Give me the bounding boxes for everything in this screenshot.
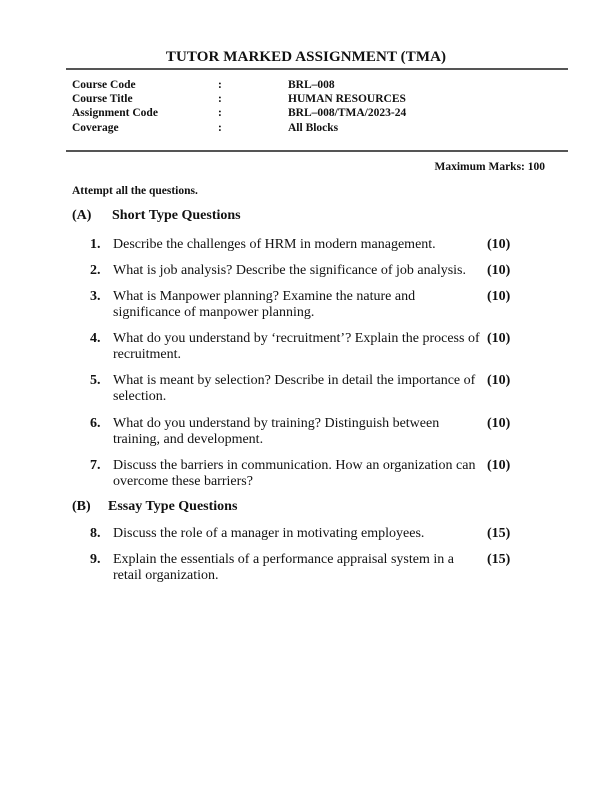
section-title: Essay Type Questions	[108, 499, 238, 514]
question-text: What is job analysis? Describe the significance of job analysis.	[113, 263, 467, 278]
question-number: 2.	[90, 263, 101, 278]
meta-key: Assignment Code	[72, 107, 158, 120]
section-label: (B)	[72, 499, 91, 514]
question-marks: (10)	[487, 458, 511, 473]
question-marks: (10)	[487, 416, 511, 431]
question-number: 3.	[90, 289, 101, 304]
question-marks: (15)	[487, 526, 511, 541]
question-marks: (10)	[487, 331, 511, 346]
maximum-marks: Maximum Marks: 100	[434, 161, 545, 173]
question-number: 9.	[90, 552, 101, 567]
section-heading-b	[72, 499, 237, 515]
course-title-row	[72, 92, 406, 106]
meta-sep: :	[218, 121, 222, 134]
top-divider	[66, 68, 568, 70]
question-text: Discuss the role of a manager in motivating employees.	[113, 526, 425, 541]
question-text: What do you understand by ‘recruitment’? Explain the process of recruitment.	[113, 331, 480, 362]
question-item	[90, 263, 520, 279]
question-text: Explain the essentials of a performance appraisal system in a retail organization.	[113, 552, 454, 583]
question-marks: (15)	[487, 552, 511, 567]
meta-value: BRL–008	[288, 79, 335, 91]
meta-sep: :	[218, 107, 222, 120]
question-item	[90, 416, 520, 447]
question-item	[90, 289, 520, 320]
meta-key: Course Title	[72, 93, 133, 106]
question-marks: (10)	[487, 289, 511, 304]
coverage-row	[72, 121, 406, 135]
bottom-divider	[66, 150, 568, 152]
question-text: Describe the challenges of HRM in modern management.	[113, 237, 436, 252]
question-number: 6.	[90, 416, 101, 431]
question-number: 1.	[90, 237, 101, 252]
question-text: What is meant by selection? Describe in detail the importance of selection.	[113, 373, 476, 404]
section-title: Short Type Questions	[112, 208, 241, 223]
question-item	[90, 373, 520, 404]
question-item	[90, 552, 520, 583]
question-marks: (10)	[487, 263, 511, 278]
course-code-row	[72, 78, 406, 92]
instruction: Attempt all the questions.	[72, 185, 198, 197]
meta-key: Coverage	[72, 121, 119, 134]
meta-sep: :	[218, 79, 222, 91]
section-heading-a	[72, 208, 241, 224]
question-text: What do you understand by training? Distinguish between training, and development.	[113, 416, 440, 447]
question-item	[90, 331, 520, 362]
question-item	[90, 458, 520, 489]
question-text: What is Manpower planning? Examine the nature and significance of manpower planning.	[113, 289, 416, 320]
meta-value: HUMAN RESOURCES	[288, 93, 406, 106]
section-label: (A)	[72, 208, 92, 223]
meta-value: BRL–008/TMA/2023-24	[288, 107, 407, 120]
question-item	[90, 526, 520, 542]
question-text: Discuss the barriers in communication. How an organization can overcome these barriers?	[113, 458, 476, 489]
page-title: TUTOR MARKED ASSIGNMENT (TMA)	[165, 49, 447, 65]
question-item	[90, 237, 520, 253]
question-number: 7.	[90, 458, 101, 473]
question-number: 8.	[90, 526, 101, 541]
question-marks: (10)	[487, 373, 511, 388]
question-number: 5.	[90, 373, 101, 388]
course-info	[72, 78, 406, 135]
meta-sep: :	[218, 93, 222, 106]
meta-value: All Blocks	[288, 121, 339, 134]
question-number: 4.	[90, 331, 101, 346]
meta-key: Course Code	[72, 79, 136, 91]
assignment-code-row	[72, 106, 406, 120]
question-marks: (10)	[487, 237, 511, 252]
